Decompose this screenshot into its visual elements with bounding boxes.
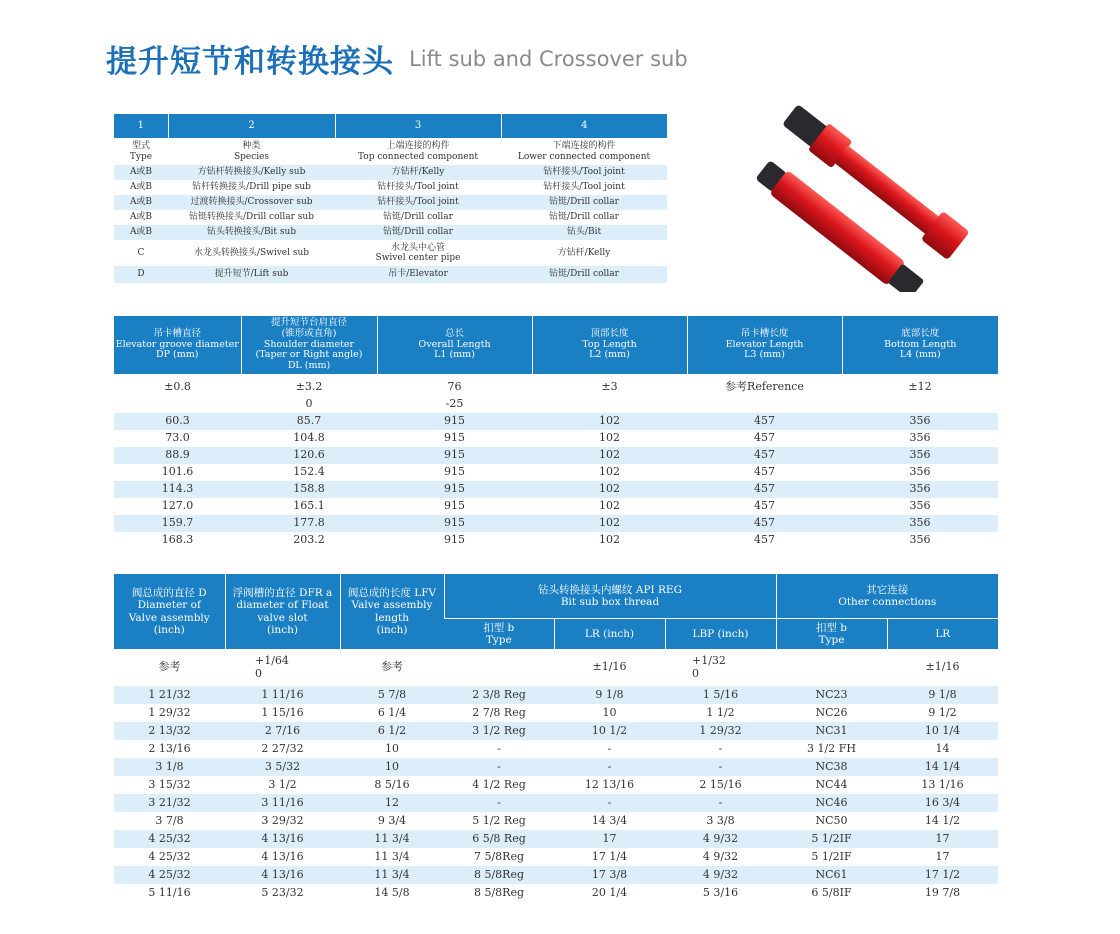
table-cell: 14 1/2	[924, 813, 961, 827]
table-cell: 11 3/4	[374, 849, 410, 863]
table-cell: 104.8	[293, 431, 325, 445]
table-cell: 2 15/16	[699, 777, 742, 791]
table-cell: 方钻杆/Kelly	[557, 247, 611, 258]
table-header-row	[114, 316, 998, 374]
table-cell: 14	[935, 741, 950, 755]
table-cell: 9 1/8	[887, 686, 998, 704]
table-row	[114, 686, 998, 704]
table-cell: 915	[377, 515, 532, 532]
bit-sub-dimensions-table	[114, 574, 998, 902]
header-cell: 总长 Overall Length L1 (mm)	[377, 316, 532, 374]
header-cell: 扣型 b Type	[776, 619, 887, 650]
table-cell: 14 1/4	[887, 758, 998, 776]
table-cell: 钻杆接头/Tool joint	[377, 182, 459, 193]
table-row	[114, 532, 998, 549]
table-row	[114, 515, 998, 532]
table-cell: -	[444, 794, 554, 812]
table-cell: 2 27/32	[261, 741, 304, 755]
table-cell: 915	[377, 481, 532, 498]
table-cell: 参考	[158, 660, 181, 674]
table-cell: 457	[687, 413, 842, 430]
table-cell: -	[554, 794, 665, 812]
table-cell: 6 1/4	[377, 705, 407, 719]
header-cell: 4	[501, 114, 667, 138]
table-cell: 102	[599, 431, 620, 445]
table-cell: NC23	[776, 686, 887, 704]
table-cell: NC38	[776, 758, 887, 776]
table-cell: 17	[887, 830, 998, 848]
table-row	[114, 447, 998, 464]
table-cell: 85.7	[241, 413, 377, 430]
subheader-cell: 型式 Type	[129, 141, 153, 162]
table-cell: 356	[842, 447, 998, 464]
table-cell: 17	[554, 830, 665, 848]
table-cell: 3 5/32	[225, 758, 340, 776]
table-cell: 88.9	[114, 447, 241, 464]
table-cell: ±3	[601, 380, 618, 394]
table-cell: 1 1/2	[706, 705, 735, 719]
table-cell: 过渡转换接头/Crossover sub	[168, 195, 335, 210]
table-cell: 158.8	[241, 481, 377, 498]
lift-sub-product-image	[740, 92, 980, 292]
header-cell: 钻头转换接头内螺纹 API REG Bit sub box thread	[444, 574, 776, 619]
table-cell: 3 3/8	[706, 813, 735, 827]
table-cell: A或B	[114, 195, 168, 210]
table-cell: -	[718, 741, 723, 755]
table-cell: 13 1/16	[921, 777, 964, 791]
table-cell: 10	[340, 758, 444, 776]
table-cell: 11 3/4	[340, 830, 444, 848]
table-cell: 钻杆接头/Tool joint	[543, 182, 625, 193]
table-cell: 吊卡/Elevator	[335, 266, 501, 283]
table-cell: 1 15/16	[261, 705, 304, 719]
table-cell: -	[665, 758, 776, 776]
table-cell	[842, 396, 998, 413]
table-cell: 3 29/32	[261, 813, 304, 827]
header-cell: 其它连接 Other connections	[776, 574, 998, 619]
header-cell: 吊卡槽直径 Elevator groove diameter DP (mm)	[114, 316, 241, 374]
table-cell: -	[444, 758, 554, 776]
table-cell: 6 5/8 Reg	[444, 830, 554, 848]
header-cell: 顶部长度 Top Length L2 (mm)	[532, 316, 687, 374]
table-cell: +1/32 0	[692, 653, 726, 680]
table-cell: ±1/16	[925, 660, 960, 674]
table-cell: 参考Reference	[725, 380, 804, 394]
header-cell: 吊卡槽长度 Elevator Length L3 (mm)	[687, 316, 842, 374]
table-cell: -	[607, 741, 612, 755]
table-cell: NC26	[815, 705, 848, 719]
table-cell: 3 11/16	[225, 794, 340, 812]
table-cell: 10	[385, 741, 399, 755]
table-cell: 9 1/2	[928, 705, 957, 719]
header-cell: LR	[887, 619, 998, 650]
table-cell: 4 9/32	[665, 830, 776, 848]
table-cell: 915	[444, 431, 465, 445]
table-cell: 457	[754, 499, 775, 513]
table-cell: 356	[909, 533, 931, 547]
subheader-cell: 下端连接的构件 Lower connected component	[517, 141, 651, 162]
table-cell: 钻头转换接头/Bit sub	[168, 225, 335, 240]
table-cell: 方钻杆/Kelly	[335, 165, 501, 180]
table-cell: A或B	[129, 182, 153, 193]
tolerance-row-lower	[114, 396, 998, 413]
table-cell: 168.3	[161, 533, 194, 547]
lift-sub-dimensions-table	[114, 316, 998, 549]
table-row	[114, 195, 667, 210]
table-row	[114, 848, 998, 866]
header-cell: 3	[335, 114, 501, 138]
table-cell: A或B	[114, 225, 168, 240]
table-cell: 1 5/16	[665, 686, 776, 704]
table-cell: 3 1/8	[114, 758, 225, 776]
tolerance-row	[114, 374, 998, 396]
table-cell: 915	[444, 533, 465, 547]
table-cell: 水龙头转换接头/Swivel sub	[193, 247, 310, 258]
table-cell: 120.6	[241, 447, 377, 464]
table-cell: 5 1/2IF	[811, 849, 852, 863]
header-cell: 浮阀槽的直径 DFR a diameter of Float valve slot (inch)	[225, 574, 340, 649]
table-cell: 4 25/32	[114, 866, 225, 884]
table-cell: 17 1/4	[591, 849, 628, 863]
table-cell: 5 7/8	[340, 686, 444, 704]
table-cell: NC50	[815, 813, 848, 827]
table-cell: 2 7/16	[225, 722, 340, 740]
table-cell: A或B	[129, 212, 153, 223]
table-cell: 钻铤/Drill collar	[335, 225, 501, 240]
table-row	[114, 794, 998, 812]
table-cell: -	[665, 794, 776, 812]
table-cell: 5 3/16	[702, 885, 739, 899]
table-cell: 11 3/4	[340, 866, 444, 884]
table-row	[114, 464, 998, 481]
table-cell: 17 1/2	[887, 866, 998, 884]
table-row	[114, 776, 998, 794]
table-cell: 4 9/32	[702, 849, 739, 863]
table-cell: 4 25/32	[114, 830, 225, 848]
table-cell	[444, 649, 554, 686]
table-cell: 参考	[381, 660, 403, 674]
table-cell: 1 29/32	[665, 722, 776, 740]
table-cell: ±0.8	[164, 380, 191, 394]
table-row	[114, 812, 998, 830]
table-cell: 4 13/16	[225, 866, 340, 884]
table-cell: 915	[377, 413, 532, 430]
table-cell: ±3.2	[295, 380, 323, 394]
table-cell: -25	[445, 397, 464, 411]
table-cell: 钻铤转换接头/Drill collar sub	[189, 212, 314, 223]
table-cell: A或B	[114, 165, 168, 180]
table-cell: 356	[842, 413, 998, 430]
type-species-table	[114, 114, 667, 283]
table-cell: ±1/16	[592, 660, 627, 674]
table-cell: 钻杆接头/Tool joint	[335, 195, 501, 210]
table-cell: 457	[754, 465, 775, 479]
table-row	[114, 240, 667, 266]
table-cell: NC46	[776, 794, 887, 812]
table-cell: 177.8	[241, 515, 377, 532]
title-english: Lift sub and Crossover sub	[409, 46, 688, 71]
table-cell: 102	[532, 413, 687, 430]
table-cell: 457	[687, 481, 842, 498]
table-cell: 457	[687, 447, 842, 464]
table-cell: 457	[687, 515, 842, 532]
table-cell: 19 7/8	[924, 885, 961, 899]
table-cell: 钻铤/Drill collar	[501, 266, 667, 283]
table-cell: NC44	[815, 777, 848, 791]
title-chinese: 提升短节和转换接头	[106, 44, 394, 80]
table-cell: 114.3	[114, 481, 241, 498]
header-cell: LR (inch)	[554, 619, 665, 650]
table-cell: 4 9/32	[665, 866, 776, 884]
table-cell: 10 1/4	[887, 722, 998, 740]
subheader-cell: 上端连接的构件 Top connected component	[357, 141, 479, 162]
table-cell: 0	[305, 397, 313, 411]
table-cell: 4 25/32	[148, 849, 191, 863]
table-row	[114, 165, 667, 180]
table-cell: 17 3/8	[554, 866, 665, 884]
table-cell	[687, 396, 842, 413]
table-cell: 钻铤/Drill collar	[383, 212, 453, 223]
table-row	[114, 180, 667, 195]
table-cell: 356	[842, 481, 998, 498]
table-cell: 4 13/16	[225, 830, 340, 848]
table-cell: 10	[602, 705, 617, 719]
table-cell: 102	[532, 447, 687, 464]
table-row	[114, 430, 998, 447]
table-row	[114, 830, 998, 848]
table-cell: 17	[935, 849, 950, 863]
table-cell: 159.7	[114, 515, 241, 532]
table-cell: -	[497, 741, 501, 755]
header-cell: 提升短节台肩直径 (锥形或直角) Shoulder diameter (Taper or Right angle) DL (mm)	[241, 316, 377, 374]
table-cell: 915	[444, 499, 465, 513]
table-cell: NC31	[776, 722, 887, 740]
table-cell: 3 1/2	[268, 777, 297, 791]
table-cell: 水龙头中心管 Swivel center pipe	[375, 242, 461, 263]
table-cell: 5 1/2 Reg	[472, 813, 526, 827]
table-cell: 6 1/2	[340, 722, 444, 740]
table-cell: 4 1/2 Reg	[472, 777, 526, 791]
table-row	[114, 498, 998, 515]
table-cell: 457	[754, 533, 775, 547]
table-cell: 钻铤/Drill collar	[501, 195, 667, 210]
header-cell: 阀总成的长度 LFV Valve assembly length (inch)	[340, 574, 444, 649]
table-cell: 8 5/16	[374, 777, 410, 791]
table-cell: 9 1/8	[554, 686, 665, 704]
header-cell: 2	[168, 114, 335, 138]
table-row	[114, 266, 667, 283]
table-cell: 2 3/8 Reg	[444, 686, 554, 704]
table-cell: 方钻杆转换接头/Kelly sub	[168, 165, 335, 180]
tolerance-row	[114, 649, 998, 686]
table-cell: 2 13/16	[148, 741, 191, 755]
table-subheader-row	[114, 138, 667, 165]
table-cell: 8 5/8Reg	[444, 866, 554, 884]
table-row	[114, 210, 667, 225]
table-cell: 14 5/8	[374, 885, 410, 899]
table-cell: 152.4	[293, 465, 325, 479]
table-cell: 6 5/8IF	[811, 885, 852, 899]
table-cell: 钻杆转换接头/Drill pipe sub	[192, 182, 311, 193]
table-cell: D	[114, 266, 168, 283]
table-cell: 5 23/32	[261, 885, 304, 899]
table-cell: 203.2	[293, 533, 325, 547]
table-row	[114, 722, 998, 740]
table-cell	[114, 396, 241, 413]
table-cell: 提升短节/Lift sub	[168, 266, 335, 283]
table-cell: 102	[599, 499, 620, 513]
table-cell: 60.3	[114, 413, 241, 430]
table-cell: 356	[909, 499, 931, 513]
header-cell: 1	[114, 114, 168, 138]
table-cell: 915	[377, 447, 532, 464]
table-cell: 457	[754, 431, 775, 445]
table-cell: 356	[842, 515, 998, 532]
table-cell: 102	[599, 465, 620, 479]
table-cell: 12 13/16	[584, 777, 635, 791]
table-cell: 3 7/8	[155, 813, 184, 827]
table-header-row	[114, 114, 667, 138]
table-cell: 76	[447, 380, 462, 394]
table-cell: 钻杆接头/Tool joint	[501, 165, 667, 180]
subheader-cell: 种类 Species	[233, 141, 270, 162]
table-cell: 12	[340, 794, 444, 812]
table-cell: 3 1/2 FH	[807, 741, 856, 755]
table-cell: ±12	[908, 380, 932, 394]
table-cell: 102	[599, 533, 620, 547]
table-cell: 10 1/2	[554, 722, 665, 740]
table-cell: 1 21/32	[114, 686, 225, 704]
table-cell: 16 3/4	[887, 794, 998, 812]
table-cell: 9 3/4	[377, 813, 407, 827]
table-cell: 127.0	[161, 499, 194, 513]
table-row	[114, 866, 998, 884]
table-cell: 102	[532, 481, 687, 498]
table-cell: 钻铤/Drill collar	[549, 212, 619, 223]
header-cell: 扣型 b Type	[444, 619, 554, 650]
table-row	[114, 884, 998, 902]
table-cell	[776, 649, 887, 686]
header-cell: LBP (inch)	[665, 619, 776, 650]
table-cell: 5 11/16	[148, 885, 191, 899]
table-cell: 4 13/16	[261, 849, 304, 863]
table-cell: 73.0	[165, 431, 190, 445]
table-cell: 3 15/32	[148, 777, 191, 791]
table-cell: 8 5/8Reg	[473, 885, 525, 899]
table-cell	[532, 396, 687, 413]
table-cell: 1 29/32	[148, 705, 191, 719]
table-cell: 7 5/8Reg	[473, 849, 525, 863]
table-cell: 3 1/2 Reg	[444, 722, 554, 740]
table-cell: 14 3/4	[591, 813, 628, 827]
table-cell: 2 13/32	[114, 722, 225, 740]
table-row	[114, 413, 998, 430]
table-cell: 钻头/Bit	[501, 225, 667, 240]
page-title	[106, 36, 688, 81]
table-cell: +1/64 0	[255, 653, 289, 680]
table-cell: 915	[444, 465, 465, 479]
table-cell: 20 1/4	[591, 885, 628, 899]
table-cell: C	[137, 247, 145, 258]
header-cell: 阀总成的直径 D Diameter of Valve assembly (inch)	[114, 574, 225, 649]
table-cell: 101.6	[161, 465, 194, 479]
table-row	[114, 704, 998, 722]
table-row	[114, 481, 998, 498]
table-cell: 5 1/2IF	[776, 830, 887, 848]
table-cell: 165.1	[293, 499, 325, 513]
table-cell: 2 7/8 Reg	[472, 705, 526, 719]
table-cell: 3 21/32	[114, 794, 225, 812]
table-cell: 102	[532, 515, 687, 532]
table-row	[114, 740, 998, 758]
table-cell: 1 11/16	[225, 686, 340, 704]
table-row	[114, 758, 998, 776]
table-cell: 356	[909, 431, 931, 445]
table-row	[114, 225, 667, 240]
table-cell: 356	[909, 465, 931, 479]
table-header-row	[114, 574, 998, 619]
header-cell: 底部长度 Bottom Length L4 (mm)	[842, 316, 998, 374]
table-cell: NC61	[776, 866, 887, 884]
table-cell: -	[554, 758, 665, 776]
